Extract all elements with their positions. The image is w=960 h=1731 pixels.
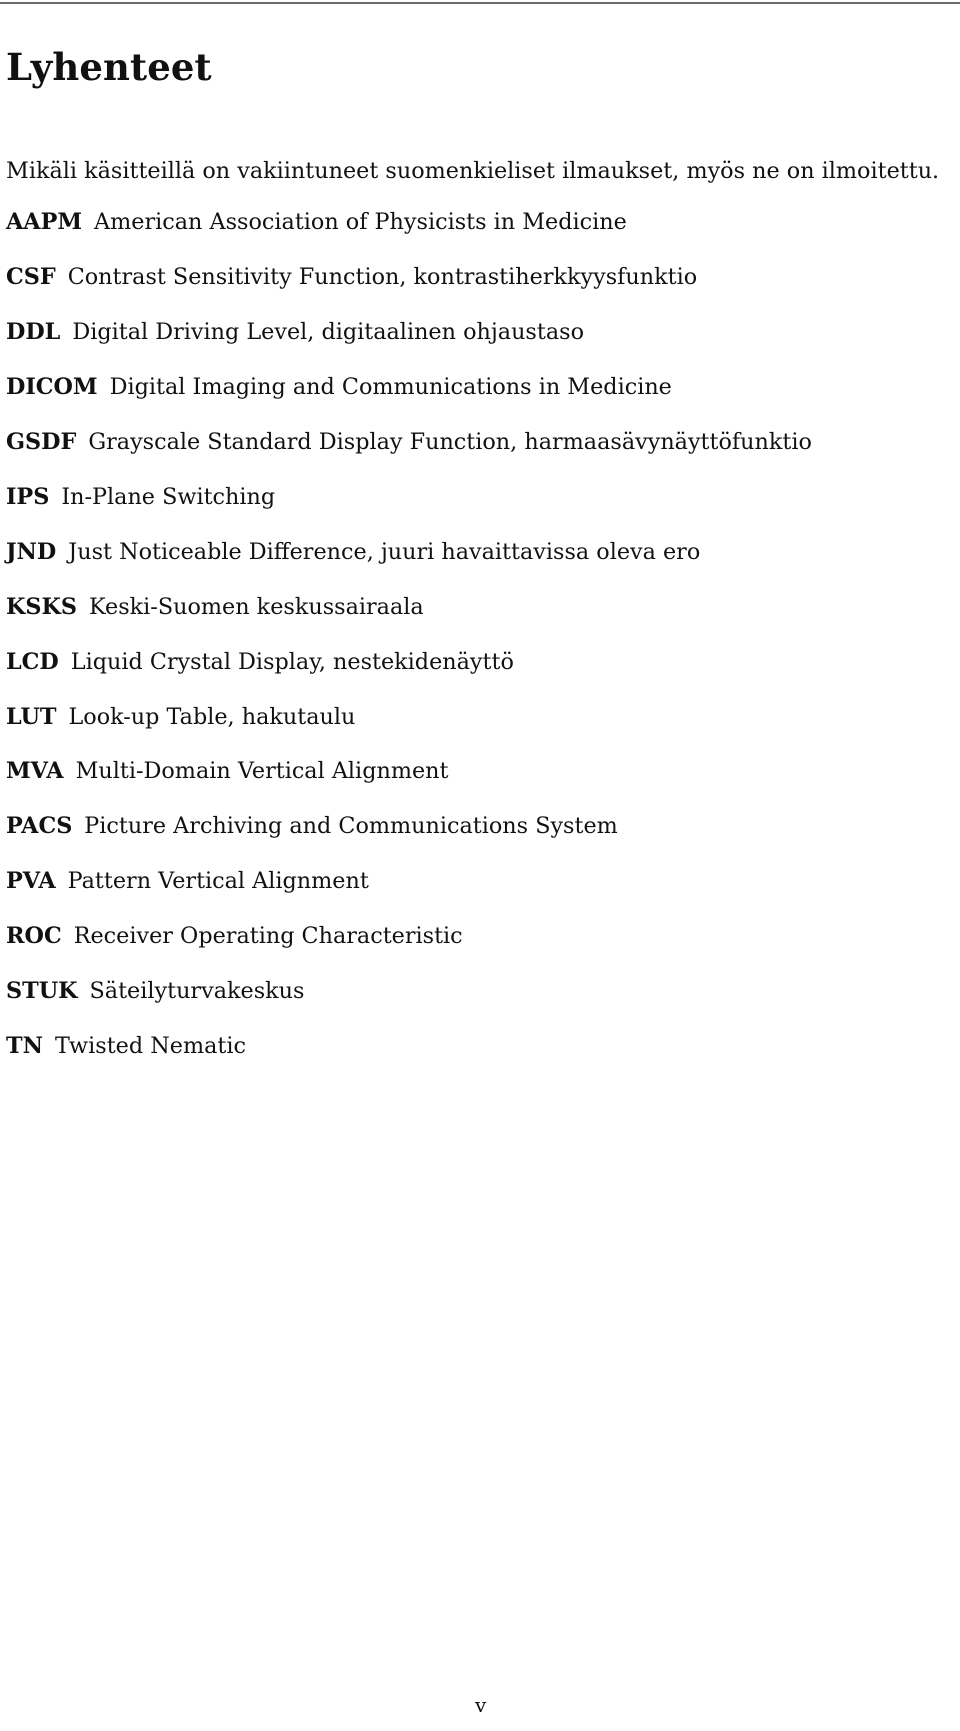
abbreviation-entry-ksks	[6, 591, 946, 646]
abbreviation-entry-roc	[6, 920, 946, 975]
abbreviation-definition: Digital Driving Level, digitaalinen ohjaustaso	[72, 319, 584, 346]
intro-text: Mikäli käsitteillä on vakiintuneet suomenkieliset ilmaukset, myös ne on ilmoitettu.	[6, 158, 940, 185]
abbreviation-term: TN	[6, 1032, 43, 1059]
abbreviation-definition: In-Plane Switching	[61, 483, 276, 510]
abbreviation-entry-tn	[6, 1030, 946, 1085]
abbreviation-list	[6, 206, 946, 1084]
abbreviation-definition: Multi-Domain Vertical Alignment	[75, 758, 449, 785]
abbreviation-definition: Grayscale Standard Display Function, harmaasävynäyttöfunktio	[88, 429, 812, 456]
abbreviation-entry-aapm	[6, 206, 946, 261]
abbreviation-term: STUK	[6, 977, 78, 1004]
abbreviation-entry-ips	[6, 481, 946, 536]
abbreviation-entry-stuk	[6, 975, 946, 1030]
abbreviation-definition: Contrast Sensitivity Function, kontrastiherkkyysfunktio	[67, 264, 698, 291]
abbreviation-definition: Säteilyturvakeskus	[89, 977, 305, 1004]
abbreviation-entry-pva	[6, 865, 946, 920]
abbreviation-term: LCD	[6, 648, 59, 675]
abbreviation-definition: Just Noticeable Difference, juuri havaittavissa oleva ero	[68, 538, 701, 565]
abbreviations-page	[6, 45, 946, 1085]
abbreviation-definition: Pattern Vertical Alignment	[67, 868, 369, 895]
abbreviation-definition: Look-up Table, hakutaulu	[68, 703, 356, 730]
abbreviation-definition: Digital Imaging and Communications in Medicine	[109, 374, 672, 401]
page-number: v	[475, 1693, 487, 1717]
abbreviation-entry-csf	[6, 261, 946, 316]
abbreviation-term: DICOM	[6, 374, 98, 401]
abbreviation-entry-jnd	[6, 536, 946, 591]
page-title: Lyhenteet	[6, 45, 212, 89]
abbreviation-entry-lut	[6, 701, 946, 756]
abbreviation-term: AAPM	[6, 209, 83, 236]
abbreviation-term: GSDF	[6, 429, 77, 456]
abbreviation-definition: Picture Archiving and Communications System	[84, 813, 618, 840]
abbreviation-definition: Receiver Operating Characteristic	[73, 923, 463, 950]
abbreviation-definition: Liquid Crystal Display, nestekidenäyttö	[70, 648, 514, 675]
abbreviation-term: PVA	[6, 868, 56, 895]
abbreviation-term: MVA	[6, 758, 64, 785]
abbreviation-term: PACS	[6, 813, 73, 840]
abbreviation-entry-lcd	[6, 646, 946, 701]
abbreviation-entry-ddl	[6, 316, 946, 371]
abbreviation-definition: Keski-Suomen keskussairaala	[88, 593, 424, 620]
abbreviation-entry-pacs	[6, 810, 946, 865]
abbreviation-definition: Twisted Nematic	[54, 1032, 246, 1059]
top-rule	[0, 2, 960, 4]
abbreviation-term: JND	[6, 538, 57, 565]
abbreviation-term: DDL	[6, 319, 61, 346]
abbreviation-term: LUT	[6, 703, 57, 730]
abbreviation-entry-dicom	[6, 371, 946, 426]
abbreviation-entry-gsdf	[6, 426, 946, 481]
abbreviation-term: CSF	[6, 264, 56, 291]
abbreviation-term: IPS	[6, 483, 50, 510]
abbreviation-term: KSKS	[6, 593, 77, 620]
abbreviation-definition: American Association of Physicists in Medicine	[94, 209, 627, 236]
abbreviation-term: ROC	[6, 923, 62, 950]
abbreviation-entry-mva	[6, 755, 946, 810]
